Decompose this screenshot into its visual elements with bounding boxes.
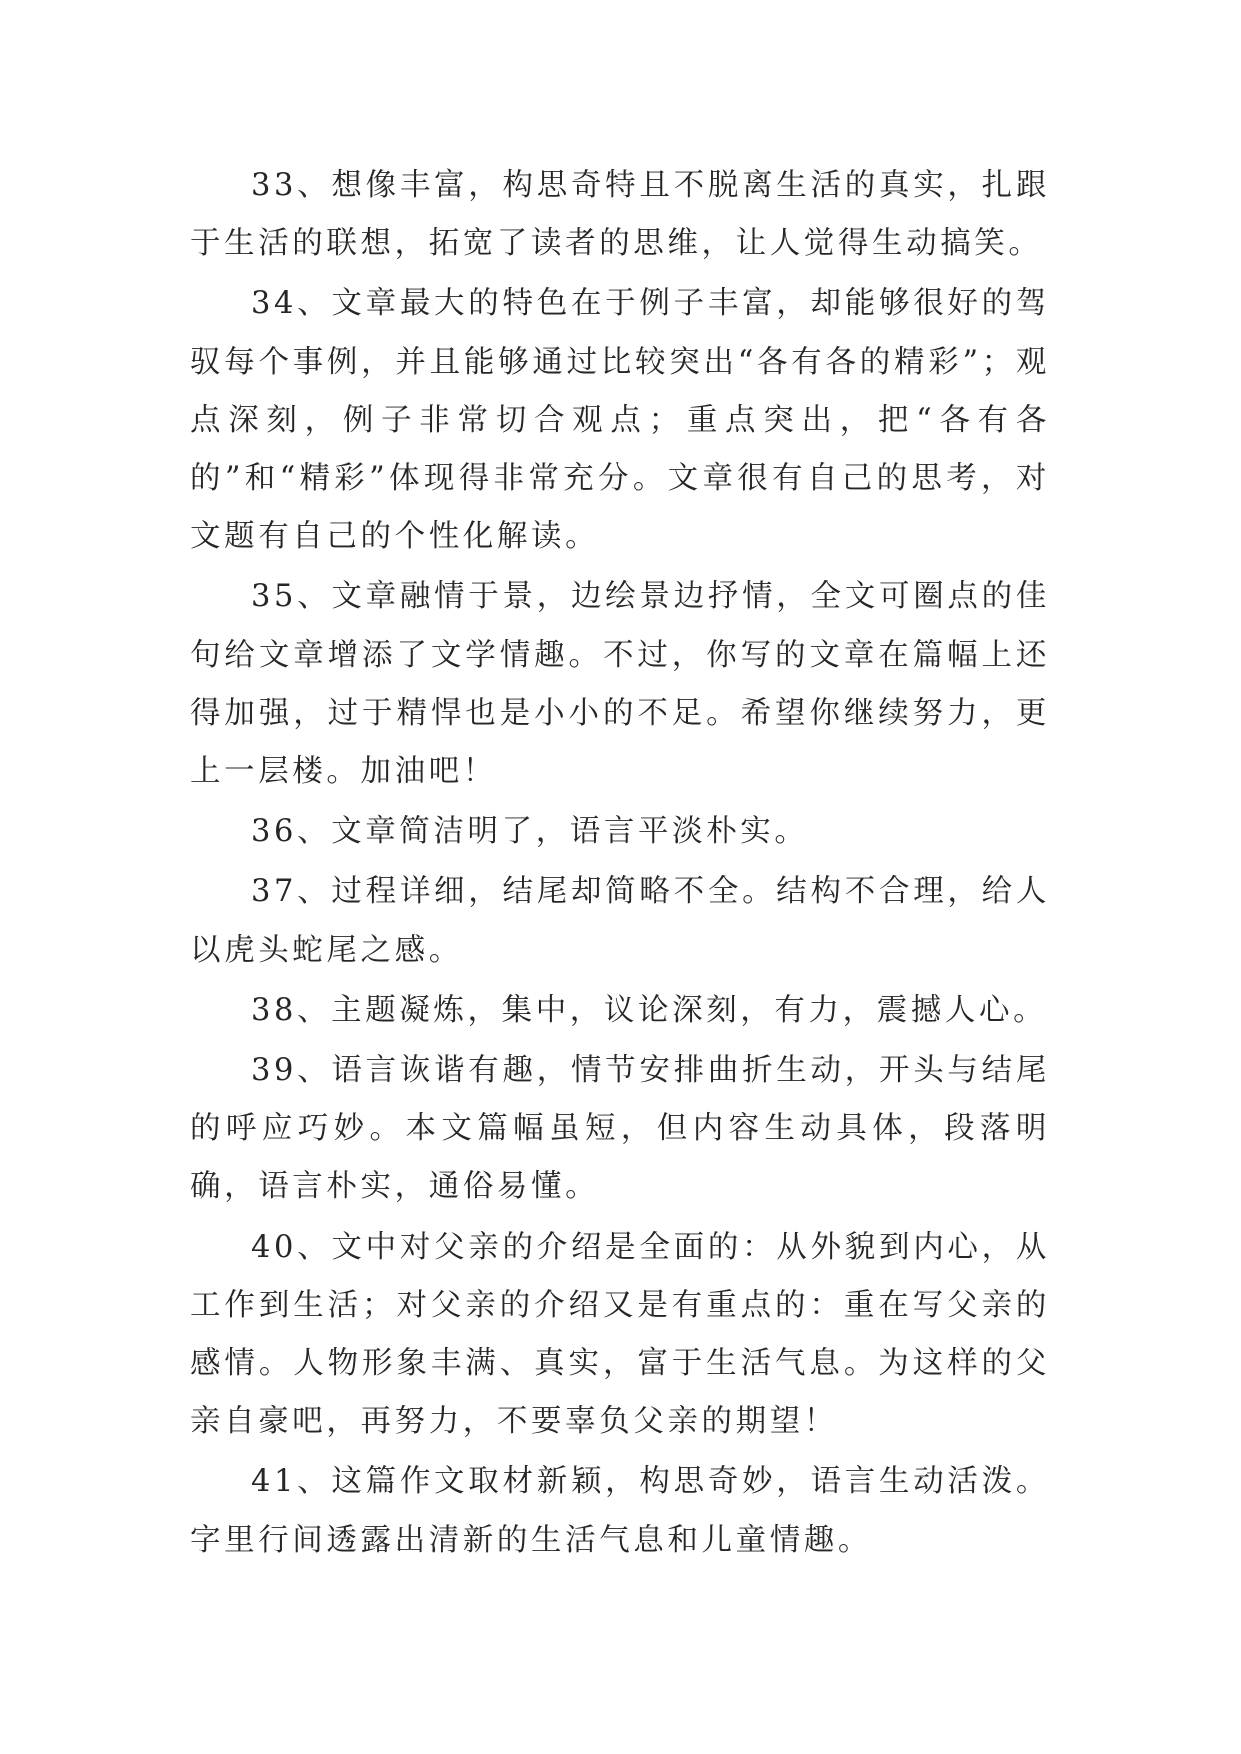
comment-paragraph-38: 38、主题凝炼，集中，议论深刻，有力，震撼人心。 <box>251 992 1048 1028</box>
comment-paragraph-41: 41、这篇作文取材新颖，构思奇妙，语言生动活泼。字里行间透露出清新的生活气息和儿童情趣。 <box>190 1464 1050 1558</box>
comment-paragraph-35: 35、文章融情于景，边绘景边抒情，全文可圈点的佳句给文章增添了文学情趣。不过，你写的文章在篇幅上还得加强，过于精悍也是小小的不足。希望你继续努力，更上一层楼。加油吧！ <box>190 579 1050 790</box>
comment-paragraph-37: 37、过程详细，结尾却简略不全。结构不合理，给人以虎头蛇尾之感。 <box>190 874 1050 968</box>
comment-paragraph-40: 40、文中对父亲的介绍是全面的：从外貌到内心，从工作到生活；对父亲的介绍又是有重点的：重在写父亲的感情。人物形象丰满、真实，富于生活气息。为这样的父亲自豪吧，再努力，不要辜负父亲的期望！ <box>190 1229 1050 1440</box>
comment-paragraph-36: 36、文章简洁明了，语言平淡朴实。 <box>251 814 809 850</box>
comment-paragraph-33: 33、想像丰富，构思奇特且不脱离生活的真实，扎跟于生活的联想，拓宽了读者的思维，让人觉得生动搞笑。 <box>190 168 1050 262</box>
document-body <box>190 157 1050 1572</box>
comment-paragraph-39: 39、语言诙谐有趣，情节安排曲折生动，开头与结尾的呼应巧妙。本文篇幅虽短，但内容生动具体，段落明确，语言朴实，通俗易懂。 <box>190 1053 1050 1205</box>
comment-paragraph-34: 34、文章最大的特色在于例子丰富，却能够很好的驾驭每个事例，并且能够通过比较突出“各有各的精彩”；观点深刻，例子非常切合观点；重点突出，把“各有各的”和“精彩”体现得非常充分。文章很有自己的思考，对文题有自己的个性化解读。 <box>190 286 1050 555</box>
